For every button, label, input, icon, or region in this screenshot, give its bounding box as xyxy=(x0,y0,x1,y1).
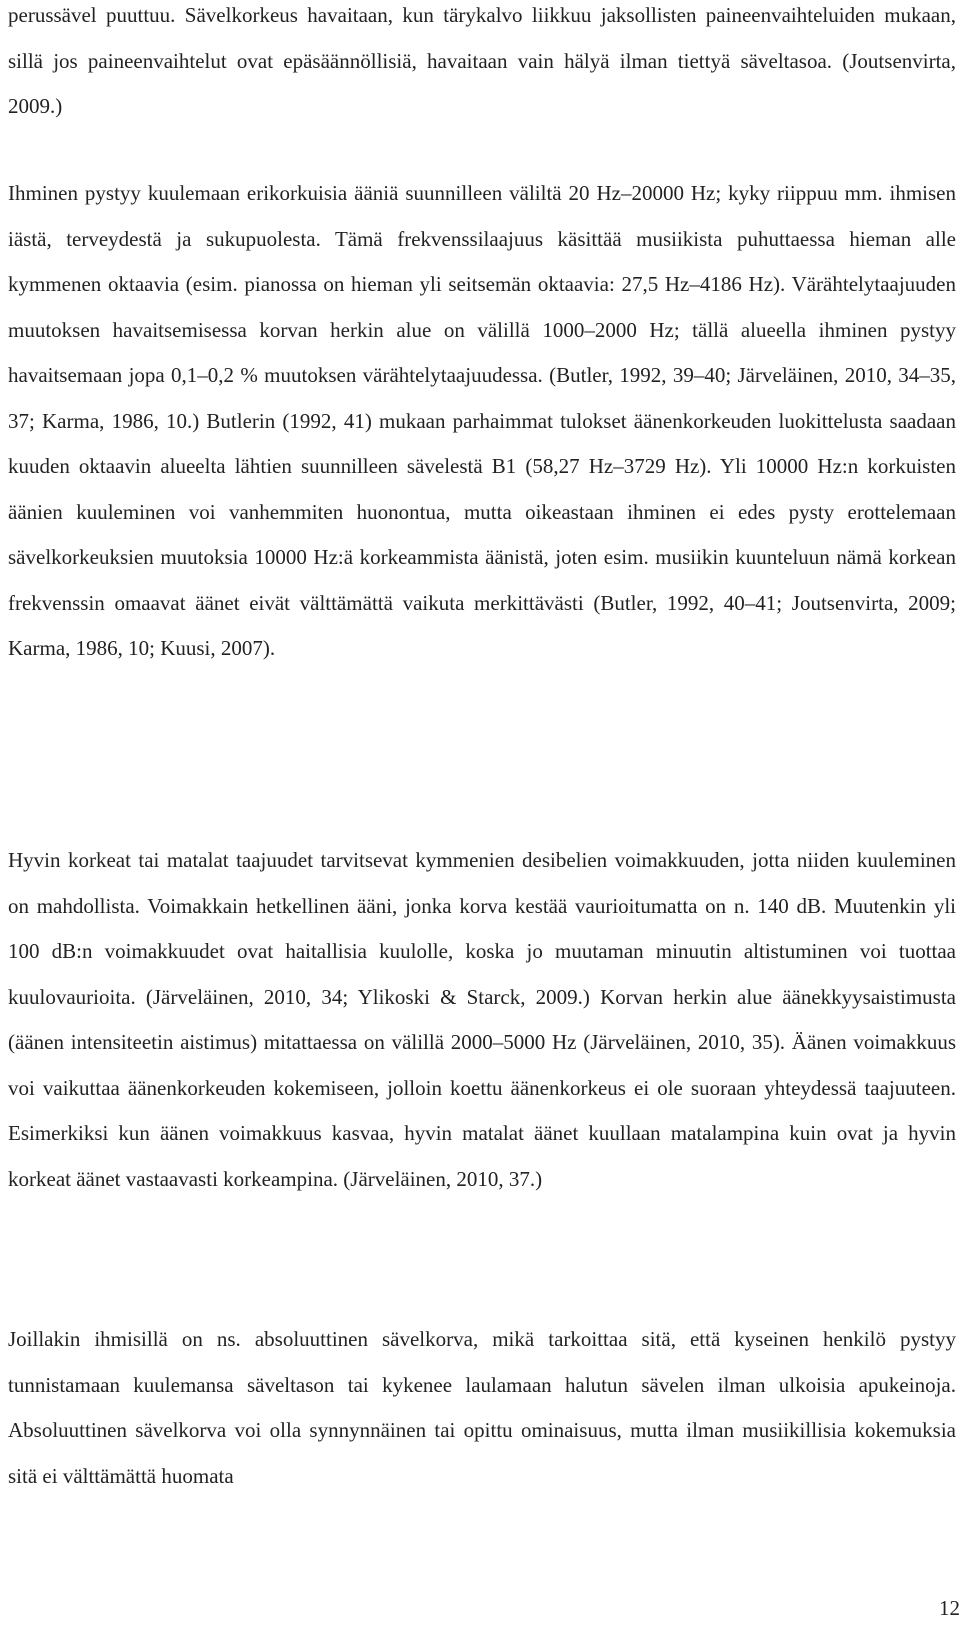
paragraph-loudness: Hyvin korkeat tai matalat taajuudet tarvitsevat kymmenien desibelien voimakkuuden, jotta niiden kuuleminen on mahdollista. Voimakkain hetkellinen ääni, jonka korva kestää vaurioitumatta on n. 140 dB. Muutenkin yli 100 dB:n voimakkuudet ovat haitallisia kuulolle, koska jo muutaman minuutin altistuminen voi tuottaa kuulovaurioita. (Järveläinen, 2010, 34; Ylikoski & Starck, 2009.) Korvan herkin alue äänekkyysaistimusta (äänen intensiteetin aistimus) mitattaessa on välillä 2000–5000 Hz (Järveläinen, 2010, 35). Äänen voimakkuus voi vaikuttaa äänenkorkeuden kokemiseen, jolloin koettu äänenkorkeus ei ole suoraan yhteydessä taajuuteen. Esimerkiksi kun äänen voimakkuus kasvaa, hyvin matalat äänet kuullaan matalampina kuin ovat ja hyvin korkeat äänet vastaavasti korkeampina. (Järveläinen, 2010, 37.) xyxy=(8,848,956,1191)
paragraph-pitch-perception: perussävel puuttuu. Sävelkorkeus havaitaan, kun tärykalvo liikkuu jaksollisten paineenvaihteluiden mukaan, sillä jos paineenvaihtelut ovat epäsäännöllisiä, havaitaan vain hälyä ilman tiettyä säveltasoa. (Joutsenvirta, 2009.) xyxy=(8,3,956,118)
paragraph-absolute-pitch: Joillakin ihmisillä on ns. absoluuttinen sävelkorva, mikä tarkoittaa sitä, että kyseinen henkilö pystyy tunnistamaan kuulemansa säveltason tai kykenee laulamaan halutun sävelen ilman ulkoisia apukeinoja. Absoluuttinen sävelkorva voi olla synnynnäinen tai opittu ominaisuus, mutta ilman musiikillisia kokemuksia sitä ei välttämättä huomata xyxy=(8,1327,956,1488)
paragraph-hearing-range: Ihminen pystyy kuulemaan erikorkuisia ääniä suunnilleen väliltä 20 Hz–20000 Hz; kyky riippuu mm. ihmisen iästä, terveydestä ja sukupuolesta. Tämä frekvenssilaajuus käsittää musiikista puhuttaessa hieman alle kymmenen oktaavia (esim. pianossa on hieman yli seitsemän oktaavia: 27,5 Hz–4186 Hz). Värähtelytaajuuden muutoksen havaitsemisessa korvan herkin alue on välillä 1000–2000 Hz; tällä alueella ihminen pystyy havaitsemaan jopa 0,1–0,2 % muutoksen värähtelytaajuudessa. (Butler, 1992, 39–40; Järveläinen, 2010, 34–35, 37; Karma, 1986, 10.) Butlerin (1992, 41) mukaan parhaimmat tulokset äänenkorkeuden luokittelusta saadaan kuuden oktaavin alueelta lähtien suunnilleen sävelestä B1 (58,27 Hz–3729 Hz). Yli 10000 Hz:n korkuisten äänien kuuleminen voi vanhemmiten huonontua, mutta oikeastaan ihminen ei edes pysty erottelemaan sävelkorkeuksien muutoksia 10000 Hz:ä korkeammista äänistä, joten esim. musiikin kuunteluun nämä korkean frekvenssin omaavat äänet eivät välttämättä vaikuta merkittävästi (Butler, 1992, 40–41; Joutsenvirta, 2009; Karma, 1986, 10; Kuusi, 2007). xyxy=(8,181,956,660)
page-number: 12 xyxy=(939,1596,960,1620)
